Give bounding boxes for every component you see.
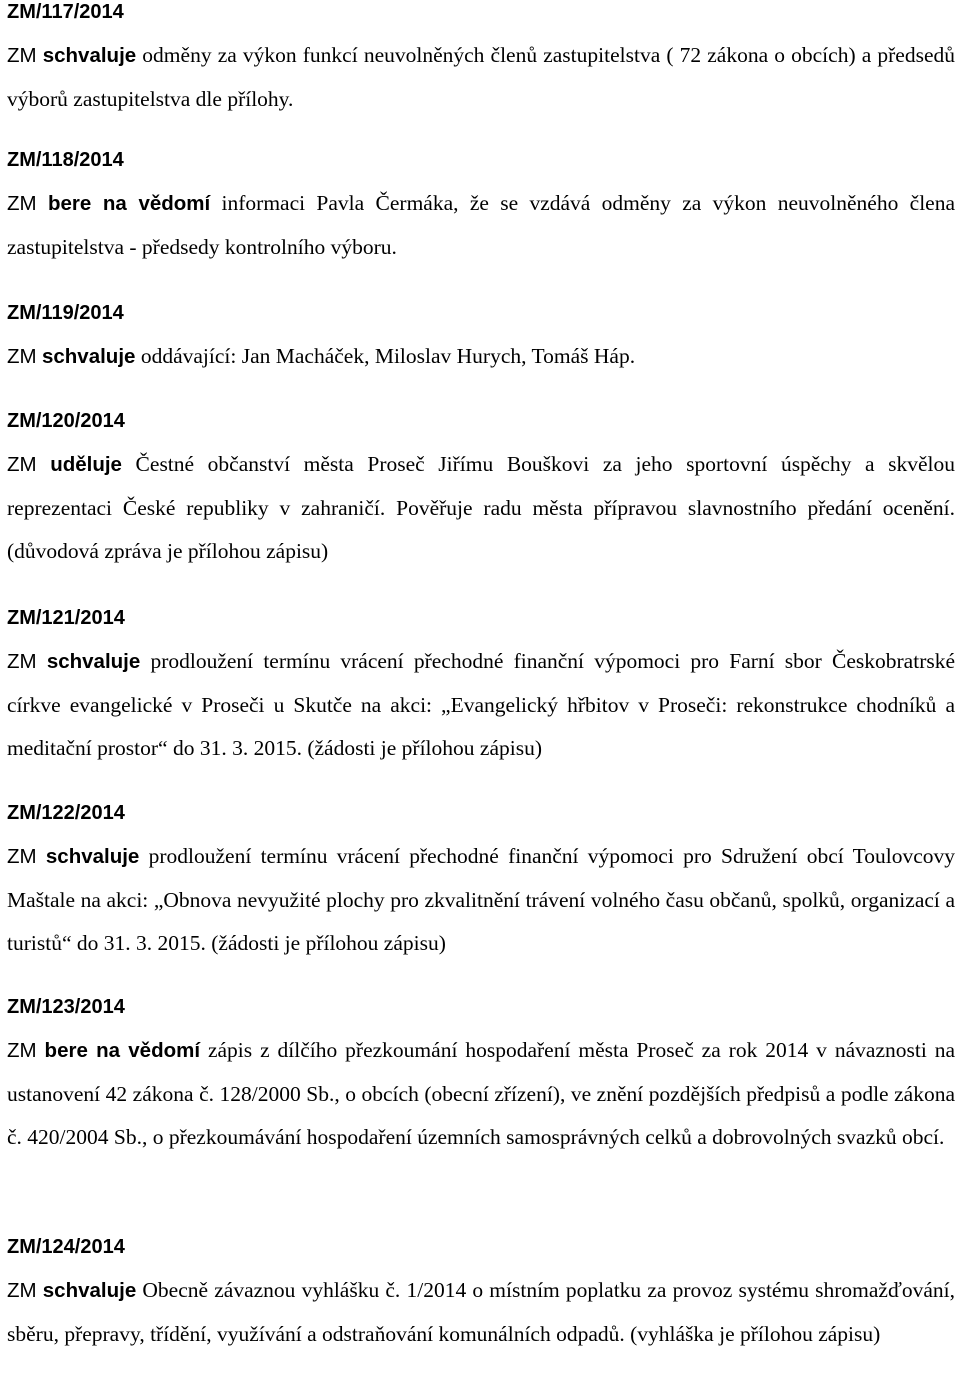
resolution-text (7, 443, 955, 574)
resolution-id: ZM/120/2014 (7, 410, 125, 432)
resolution-text (7, 34, 955, 121)
resolution-121 (7, 606, 955, 771)
resolution-verb: bere na vědomí (44, 1039, 201, 1062)
resolution-text (7, 835, 955, 966)
resolution-124 (7, 1235, 955, 1356)
resolution-subject: ZM (7, 345, 37, 368)
resolution-id: ZM/117/2014 (7, 1, 124, 23)
resolution-subject: ZM (7, 192, 37, 215)
resolution-subject: ZM (7, 453, 37, 476)
resolution-122 (7, 801, 955, 966)
resolution-body: prodloužení termínu vrácení přechodné finanční výpomoci pro Farní sbor Českobratrské církve evangelické v Proseči u Skutče na akci: „Evangelický hřbitov v Proseči: rekonstrukce chodníků a meditační prostor“ do 31. 3. 2015. (žádosti je přílohou zápisu) (7, 649, 956, 760)
resolution-id: ZM/123/2014 (7, 996, 125, 1018)
resolution-verb: uděluje (50, 453, 122, 476)
resolution-118 (7, 148, 955, 269)
resolution-120 (7, 409, 955, 574)
resolution-subject: ZM (7, 1279, 37, 1302)
resolution-id: ZM/118/2014 (7, 149, 124, 171)
resolution-body: oddávající: Jan Macháček, Miloslav Hurych, Tomáš Háp. (135, 344, 636, 368)
resolution-text (7, 640, 955, 771)
resolution-verb: bere na vědomí (47, 192, 211, 215)
resolution-body: zápis z dílčího přezkoumání hospodaření města Proseč za rok 2014 v návaznosti na ustanovení 42 zákona č. 128/2000 Sb., o obcích (obecní zřízení), ve znění pozdějších předpisů a podle zákona č. 420/2004 Sb., o přezkoumávání hospodaření územních samosprávných celků a dobrovolných svazků obcí. (7, 1038, 956, 1149)
resolution-text (7, 1029, 955, 1160)
resolution-text (7, 182, 955, 269)
resolution-body: Obecně závaznou vyhlášku č. 1/2014 o místním poplatku za provoz systému shromažďování, sběru, přepravy, třídění, využívání a odstraňování komunálních odpadů. (vyhláška je přílohou zápisu) (7, 1278, 955, 1346)
resolution-subject: ZM (7, 1039, 37, 1062)
resolution-119 (7, 301, 955, 379)
resolution-123 (7, 995, 955, 1160)
resolution-subject: ZM (7, 44, 37, 67)
resolution-text (7, 335, 955, 379)
resolution-verb: schvaluje (42, 1279, 137, 1302)
resolution-body: odměny za výkon funkcí neuvolněných členů zastupitelstva ( 72 zákona o obcích) a předsedů výborů zastupitelstva dle přílohy. (7, 43, 955, 111)
resolution-verb: schvaluje (41, 345, 136, 368)
resolution-body: informaci Pavla Čermáka, že se vzdává odměny za výkon neuvolněného člena zastupitelstva - předsedy kontrolního výboru. (7, 191, 956, 259)
resolution-id: ZM/124/2014 (7, 1236, 125, 1258)
resolution-id: ZM/119/2014 (7, 302, 124, 324)
resolution-verb: schvaluje (46, 650, 141, 673)
resolution-body: prodloužení termínu vrácení přechodné finanční výpomoci pro Sdružení obcí Toulovcovy Maštale na akci: „Obnova nevyužité plochy pro zkvalitnění trávení volného času občanů, spolků, organizací a turistů“ do 31. 3. 2015. (žádosti je přílohou zápisu) (7, 844, 956, 955)
resolution-117 (7, 0, 955, 121)
resolution-verb: schvaluje (42, 44, 137, 67)
resolution-verb: schvaluje (45, 845, 140, 868)
resolution-id: ZM/122/2014 (7, 802, 125, 824)
resolution-id: ZM/121/2014 (7, 607, 125, 629)
resolution-text (7, 1269, 955, 1356)
resolution-subject: ZM (7, 650, 37, 673)
resolution-subject: ZM (7, 845, 37, 868)
resolution-body: Čestné občanství města Proseč Jiřímu Bouškovi za jeho sportovní úspěchy a skvělou reprezentaci České republiky v zahraničí. Pověřuje radu města přípravou slavnostního předání ocenění. (důvodová zpráva je přílohou zápisu) (7, 452, 956, 563)
